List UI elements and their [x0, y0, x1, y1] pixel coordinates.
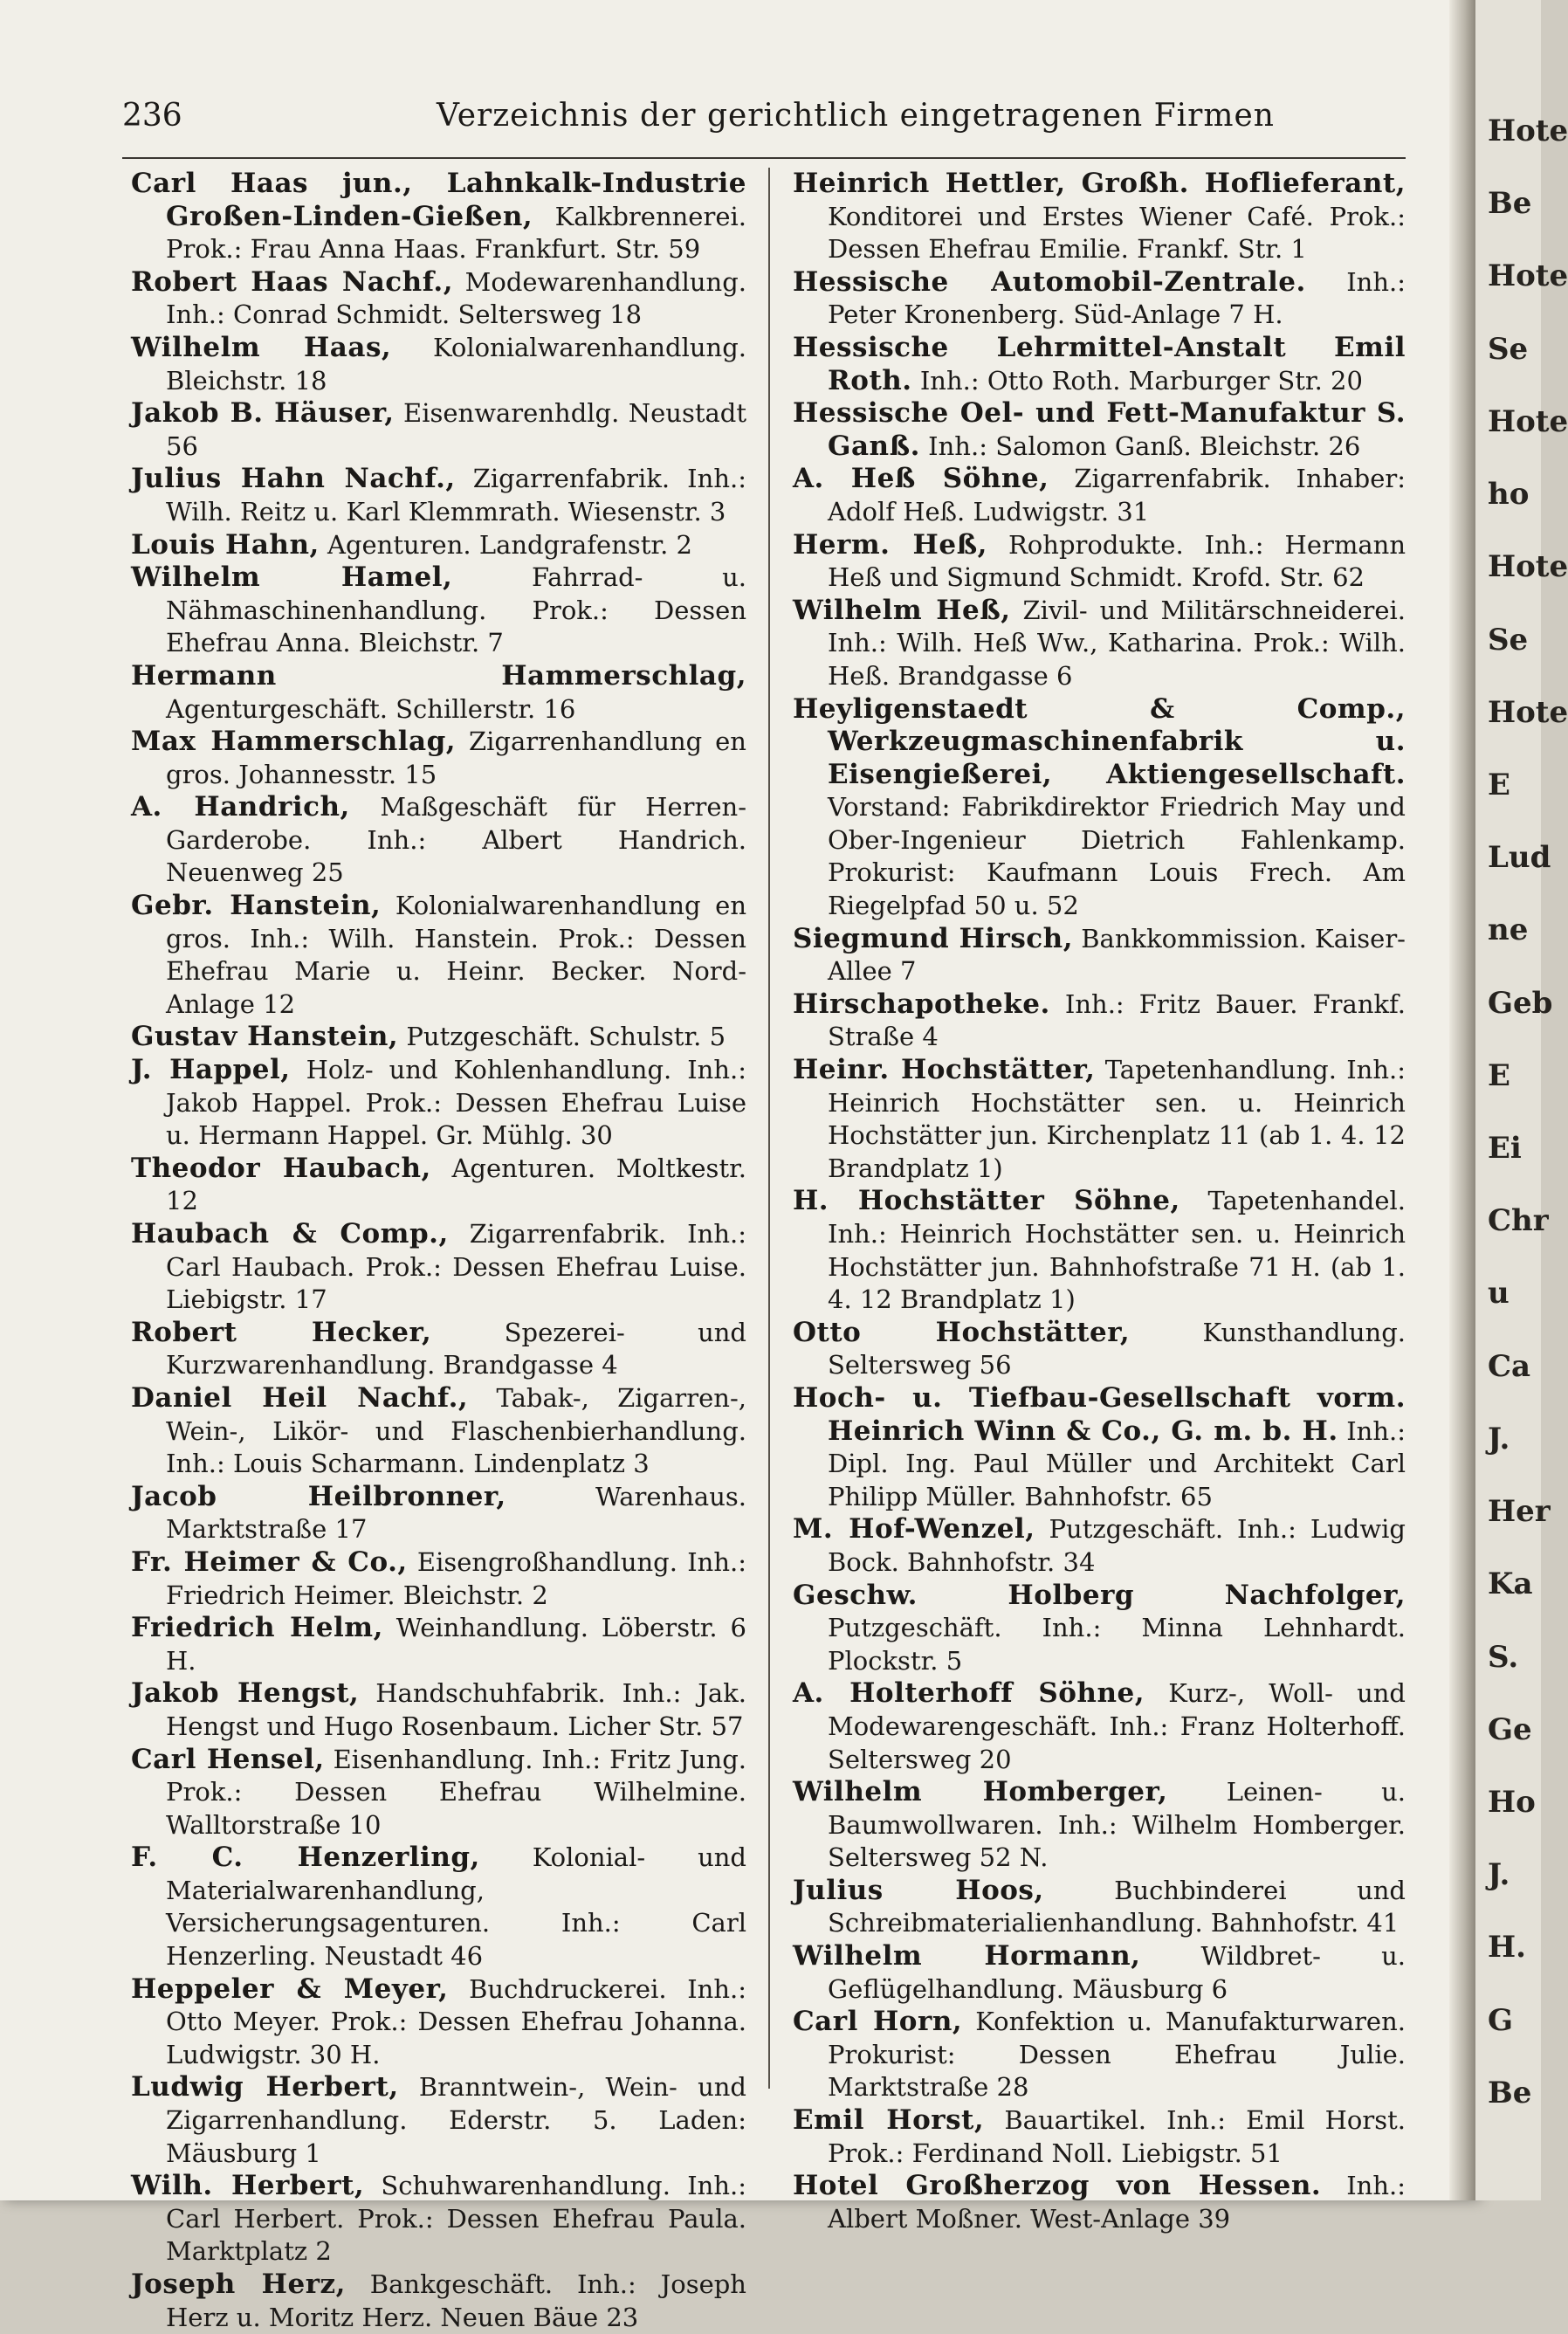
firm-name: Robert Haas Nachf., — [131, 265, 454, 298]
facing-page-fragment: Ho — [1488, 1784, 1536, 1820]
firm-name: Hessische Oel- und Fett-Manufaktur S. Ganß. — [793, 397, 1406, 462]
facing-page-fragment: J. — [1488, 1421, 1510, 1456]
left-column — [131, 168, 746, 2334]
facing-page-fragment: Hote — [1488, 549, 1568, 585]
directory-entry — [793, 693, 1406, 923]
firm-name: Haubach & Comp., — [131, 1218, 449, 1250]
firm-name: Julius Hahn Nachf., — [131, 463, 456, 495]
facing-page-fragment: Be — [1488, 186, 1532, 222]
firm-details: Agenturgeschäft. Schillerstr. 16 — [166, 693, 576, 724]
firm-details: Fahrrad- u. Nähmaschinenhandlung. Prok.: Dessen Ehefrau Anna. Bleichstr. 7 — [166, 562, 746, 658]
facing-page-fragment: Ge — [1488, 1711, 1532, 1747]
firm-name: Hessische Lehrmittel-Anstalt Emil Roth. — [793, 331, 1406, 396]
directory-entry — [793, 1580, 1406, 1678]
header-rule — [122, 157, 1406, 159]
firm-name: Fr. Heimer & Co., — [131, 1546, 408, 1578]
firm-name: Jakob B. Häuser, — [131, 397, 395, 430]
firm-name: Hotel Großherzog von Hessen. — [793, 2170, 1322, 2202]
facing-page-fragment: Ka — [1488, 1566, 1533, 1602]
firm-name: Friedrich Helm, — [131, 1612, 383, 1644]
firm-name: A. Handrich, — [131, 791, 350, 823]
firm-name: Heinr. Hochstätter, — [793, 1054, 1096, 1086]
firm-name: Heppeler & Meyer, — [131, 1973, 449, 2005]
directory-entry — [131, 1612, 746, 1677]
firm-details: Kunsthandlung. Seltersweg 56 — [828, 1317, 1406, 1380]
directory-entry — [793, 1776, 1406, 1875]
firm-details: Agenturen. Landgrafenstr. 2 — [327, 529, 692, 560]
firm-details: Rohprodukte. Inh.: Hermann Heß und Sigmund Schmidt. Krofd. Str. 62 — [828, 529, 1406, 593]
facing-page-fragment: Ca — [1488, 1348, 1531, 1384]
facing-page-fragment: Hote — [1488, 114, 1568, 148]
firm-name: Otto Hochstätter, — [793, 1316, 1131, 1348]
directory-entry — [131, 1382, 746, 1481]
firm-name: Gebr. Hanstein, — [131, 890, 382, 922]
firm-details: Tabak-, Zigarren-, Wein-, Likör- und Flaschenbierhandlung. Inh.: Louis Scharmann. Lindenplatz 3 — [166, 1382, 746, 1479]
directory-entry — [793, 168, 1406, 266]
firm-name: Geschw. Holberg Nachfolger, — [793, 1579, 1406, 1611]
directory-entry — [131, 266, 746, 332]
firm-name: Herm. Heß, — [793, 528, 987, 561]
directory-entry — [793, 463, 1406, 528]
firm-name: Jakob Hengst, — [131, 1677, 360, 1710]
firm-name: Heinrich Hettler, Großh. Hoflieferant, — [793, 168, 1406, 199]
firm-details: Schuhwarenhandlung. Inh.: Carl Herbert. Prok.: Dessen Ehefrau Paula. Marktplatz 2 — [166, 2171, 746, 2267]
firm-details: Bauartikel. Inh.: Emil Horst. Prok.: Ferdinand Noll. Liebigstr. 51 — [828, 2105, 1406, 2168]
firm-details: Kurz-, Woll- und Modewarengeschäft. Inh.: Franz Holterhoff. Seltersweg 20 — [828, 1678, 1406, 1774]
firm-details: Branntwein-, Wein- und Zigarrenhandlung. Ederstr. 5. Laden: Mäusburg 1 — [166, 2072, 746, 2168]
firm-details: Agenturen. Moltkestr. 12 — [166, 1153, 746, 1216]
directory-entry — [793, 2006, 1406, 2104]
firm-details: Bankkommission. Kaiser-Allee 7 — [828, 923, 1406, 987]
facing-page-fragment: Se — [1488, 331, 1529, 367]
firm-name: Louis Hahn, — [131, 528, 320, 561]
firm-name: Joseph Herz, — [131, 2269, 346, 2300]
firm-details: Zigarrenfabrik. Inh.: Carl Haubach. Prok.: Dessen Ehefrau Luise. Liebigstr. 17 — [166, 1219, 746, 1315]
directory-entry — [131, 1481, 746, 1546]
directory-entry — [131, 726, 746, 791]
facing-page-fragment: Se — [1488, 622, 1529, 658]
firm-name: Wilhelm Heß, — [793, 594, 1011, 626]
firm-details: Spezerei- und Kurzwarenhandlung. Brandgasse 4 — [166, 1317, 746, 1380]
directory-entry — [793, 2170, 1406, 2235]
directory-entry — [793, 2104, 1406, 2170]
facing-page-fragment: Her — [1488, 1494, 1551, 1530]
directory-entry — [793, 529, 1406, 595]
firm-name: Hirschapotheke. — [793, 988, 1050, 1020]
facing-page-fragment: ho — [1488, 477, 1530, 513]
firm-details: Putzgeschäft. Schulstr. 5 — [406, 1022, 726, 1052]
firm-details: Eisenhandlung. Inh.: Fritz Jung. Prok.: Dessen Ehefrau Wilhelmine. Walltorstraße 10 — [166, 1744, 746, 1840]
firm-details: Weinhandlung. Löberstr. 6 H. — [166, 1613, 746, 1676]
firm-name: A. Heß Söhne, — [793, 463, 1049, 495]
firm-details: Zigarrenhandlung en gros. Johannesstr. 15 — [166, 726, 746, 789]
firm-name: Wilhelm Homberger, — [793, 1776, 1168, 1808]
directory-entry — [131, 463, 746, 528]
facing-page-fragment: Hote — [1488, 403, 1568, 439]
firm-details: Kolonialwarenhandlung en gros. Inh.: Wilh. Hanstein. Prok.: Dessen Ehefrau Marie u. Heinr. Becker. Nord-Anlage 12 — [166, 891, 746, 1019]
firm-details: Inh.: Dipl. Ing. Paul Müller und Architekt Carl Philipp Müller. Bahnhofstr. 65 — [828, 1415, 1406, 1511]
directory-entry — [131, 1546, 746, 1612]
firm-details: Inh.: Albert Moßner. West-Anlage 39 — [828, 2171, 1406, 2234]
directory-entry — [131, 1054, 746, 1153]
firm-details: Zivil- und Militärschneiderei. Inh.: Wilh. Heß Ww., Katharina. Prok.: Wilh. Heß. Brandgasse 6 — [828, 595, 1406, 691]
facing-page-fragment: J. — [1488, 1857, 1510, 1893]
firm-details: Eisenwarenhdlg. Neustadt 56 — [166, 398, 747, 461]
facing-page-fragment: Ei — [1488, 1131, 1522, 1166]
firm-name: J. Happel, — [131, 1054, 291, 1086]
facing-page-fragment: Hote — [1488, 258, 1568, 294]
facing-page-fragment: Hote — [1488, 694, 1568, 730]
firm-details: Handschuhfabrik. Inh.: Jak. Hengst und Hugo Rosenbaum. Licher Str. 57 — [166, 1678, 747, 1741]
directory-entry — [793, 923, 1406, 988]
firm-name: Carl Horn, — [793, 2006, 963, 2038]
directory-entry — [793, 1382, 1406, 1513]
directory-entry — [793, 1875, 1406, 1940]
firm-name: M. Hof-Wenzel, — [793, 1513, 1035, 1546]
directory-entry — [793, 1513, 1406, 1579]
firm-details: Buchdruckerei. Inh.: Otto Meyer. Prok.: Dessen Ehefrau Johanna. Ludwigstr. 30 H. — [166, 1973, 747, 2069]
directory-entry — [131, 1842, 746, 1973]
facing-page-fragment: E — [1488, 1057, 1510, 1093]
directory-entry — [131, 890, 746, 1021]
facing-page-fragment: S. — [1488, 1639, 1519, 1675]
firm-details: Zigarrenfabrik. Inh.: Wilh. Reitz u. Karl Klemmrath. Wiesenstr. 3 — [166, 464, 746, 527]
firm-name: Robert Hecker, — [131, 1316, 432, 1348]
firm-name: H. Hochstätter Söhne, — [793, 1185, 1180, 1217]
facing-page-fragment: Chr — [1488, 1203, 1549, 1239]
firm-name: Max Hammerschlag, — [131, 726, 457, 758]
firm-details: Inh.: Fritz Bauer. Frankf. Straße 4 — [828, 988, 1406, 1052]
directory-entry — [131, 332, 746, 397]
firm-details: Eisengroßhandlung. Inh.: Friedrich Heimer. Bleichstr. 2 — [166, 1546, 746, 1610]
firm-details: Kolonial- und Materialwarenhandlung, Versicherungsagenturen. Inh.: Carl Henzerling. Neustadt 46 — [166, 1842, 746, 1972]
directory-entry — [793, 1317, 1406, 1382]
firm-name: Wilhelm Haas, — [131, 331, 392, 363]
firm-details: Zigarrenfabrik. Inhaber: Adolf Heß. Ludwigstr. 31 — [828, 464, 1406, 527]
column-divider — [768, 168, 770, 2089]
firm-name: Julius Hoos, — [793, 1874, 1044, 1906]
firm-name: Daniel Heil Nachf., — [131, 1381, 469, 1414]
right-column — [793, 168, 1406, 2235]
directory-entry — [793, 1940, 1406, 2006]
directory-entry — [131, 397, 746, 463]
firm-name: Ludwig Herbert, — [131, 2071, 399, 2103]
firm-details: Kolonialwarenhandlung. Bleichstr. 18 — [166, 332, 746, 396]
directory-entry — [131, 2269, 746, 2334]
directory-entry — [131, 660, 746, 726]
facing-page-fragment: H. — [1488, 1930, 1526, 1966]
firm-name: Wilhelm Hormann, — [793, 1940, 1141, 1973]
directory-entry — [793, 595, 1406, 693]
firm-name: Wilh. Herbert, — [131, 2170, 365, 2202]
running-title: Verzeichnis der gerichtlich eingetragenen Firmen — [437, 98, 1275, 134]
firm-details: Kalkbrennerei. Prok.: Frau Anna Haas. Frankfurt. Str. 59 — [166, 201, 746, 265]
directory-entry — [131, 1744, 746, 1842]
page-number: 236 — [122, 98, 182, 134]
book-gutter — [1449, 0, 1475, 2200]
directory-entry — [793, 1677, 1406, 1776]
firm-name: A. Holterhoff Söhne, — [793, 1677, 1145, 1710]
firm-details: Wildbret- u. Geflügelhandlung. Mäusburg 6 — [828, 1941, 1406, 2004]
firm-name: Gustav Hanstein, — [131, 1021, 399, 1053]
firm-details: Konditorei und Erstes Wiener Café. Prok.: Dessen Ehefrau Emilie. Frankf. Str. 1 — [828, 201, 1406, 265]
facing-page-fragment: G — [1488, 2002, 1514, 2038]
directory-entry — [131, 791, 746, 890]
directory-entry — [793, 266, 1406, 332]
firm-details: Inh.: Peter Kronenberg. Süd-Anlage 7 H. — [828, 266, 1406, 330]
firm-details: Bankgeschäft. Inh.: Joseph Herz u. Moritz Herz. Neuen Bäue 23 — [166, 2269, 746, 2332]
facing-page-fragment: E — [1488, 767, 1510, 802]
facing-page-fragment: Geb — [1488, 985, 1553, 1021]
firm-name: Siegmund Hirsch, — [793, 922, 1073, 954]
firm-details: Tapetenhandel. Inh.: Heinrich Hochstätter sen. u. Heinrich Hochstätter jun. Bahnhofstraße 71 H. (ab 1. 4. 12 Brandplatz 1) — [828, 1186, 1406, 1315]
facing-page-fragment: Lud — [1488, 840, 1551, 876]
directory-entry — [131, 1153, 746, 1218]
firm-details: Tapetenhandlung. Inh.: Heinrich Hochstätter sen. u. Heinrich Hochstätter jun. Kirchenplatz 11 (ab 1. 4. 12 Brandplatz 1) — [828, 1055, 1406, 1183]
firm-name: Heyligenstaedt & Comp., Werkzeugmaschinenfabrik u. Eisengießerei, Aktiengesellschaft. — [793, 692, 1406, 790]
directory-entry — [793, 988, 1406, 1054]
directory-entry — [131, 2071, 746, 2170]
firm-details: Putzgeschäft. Inh.: Minna Lehnhardt. Plockstr. 5 — [828, 1613, 1406, 1676]
firm-details: Konfektion u. Manufakturwaren. Prokurist: Dessen Ehefrau Julie. Marktstraße 28 — [828, 2007, 1406, 2103]
directory-entry — [131, 1218, 746, 1317]
firm-details: Maßgeschäft für Herren-Garderobe. Inh.: Albert Handrich. Neuenweg 25 — [166, 792, 746, 888]
page-header — [122, 98, 1432, 145]
facing-page-fragment: u — [1488, 1276, 1510, 1312]
directory-entry — [793, 397, 1406, 463]
firm-name: Hessische Automobil-Zentrale. — [793, 265, 1306, 298]
directory-entry — [131, 168, 746, 266]
firm-name: Hoch- u. Tiefbau-Gesellschaft vorm. Heinrich Winn & Co., G. m. b. H. — [793, 1381, 1406, 1447]
firm-details: Inh.: Otto Roth. Marburger Str. 20 — [919, 365, 1363, 396]
firm-name: Emil Horst, — [793, 2104, 985, 2137]
directory-entry — [793, 332, 1406, 397]
directory-entry — [131, 529, 746, 562]
directory-entry — [131, 1021, 746, 1054]
firm-name: Carl Haas jun., Lahnkalk-Industrie Großen-Linden-Gießen, — [131, 168, 746, 232]
firm-details: Holz- und Kohlenhandlung. Inh.: Jakob Happel. Prok.: Dessen Ehefrau Luise u. Hermann Happel. Gr. Mühlg. 30 — [166, 1055, 746, 1151]
directory-entry — [793, 1185, 1406, 1316]
directory-entry — [131, 1677, 746, 1743]
facing-page-fragment: ne — [1488, 912, 1529, 948]
firm-name: Theodor Haubach, — [131, 1152, 431, 1184]
facing-page-edge — [1475, 0, 1568, 2200]
firm-details: Vorstand: Fabrikdirektor Friedrich May und Ober-Ingenieur Dietrich Fahlenkamp. Prokurist: Kaufmann Louis Frech. Am Riegelpfad 50 u. 52 — [828, 792, 1406, 921]
firm-details: Putzgeschäft. Inh.: Ludwig Bock. Bahnhofstr. 34 — [828, 1514, 1406, 1577]
firm-details: Buchbinderei und Schreibmaterialienhandlung. Bahnhofstr. 41 — [828, 1875, 1406, 1938]
firm-details: Warenhaus. Marktstraße 17 — [166, 1481, 746, 1545]
firm-details: Modewarenhandlung. Inh.: Conrad Schmidt. Seltersweg 18 — [166, 266, 746, 330]
firm-name: Jacob Heilbronner, — [131, 1480, 506, 1512]
firm-name: F. C. Henzerling, — [131, 1842, 480, 1874]
firm-name: Carl Hensel, — [131, 1743, 325, 1775]
firm-details: Inh.: Salomon Ganß. Bleichstr. 26 — [928, 430, 1361, 461]
firm-name: Wilhelm Hamel, — [131, 561, 453, 594]
firm-name: Hermann Hammerschlag, — [131, 659, 746, 692]
directory-entry — [131, 561, 746, 660]
directory-entry — [131, 2170, 746, 2269]
directory-entry — [131, 1973, 746, 2072]
directory-entry — [793, 1054, 1406, 1185]
directory-entry — [131, 1317, 746, 1382]
facing-page-fragment: Be — [1488, 2075, 1532, 2110]
firm-details: Leinen- u. Baumwollwaren. Inh.: Wilhelm Homberger. Seltersweg 52 N. — [828, 1777, 1406, 1873]
